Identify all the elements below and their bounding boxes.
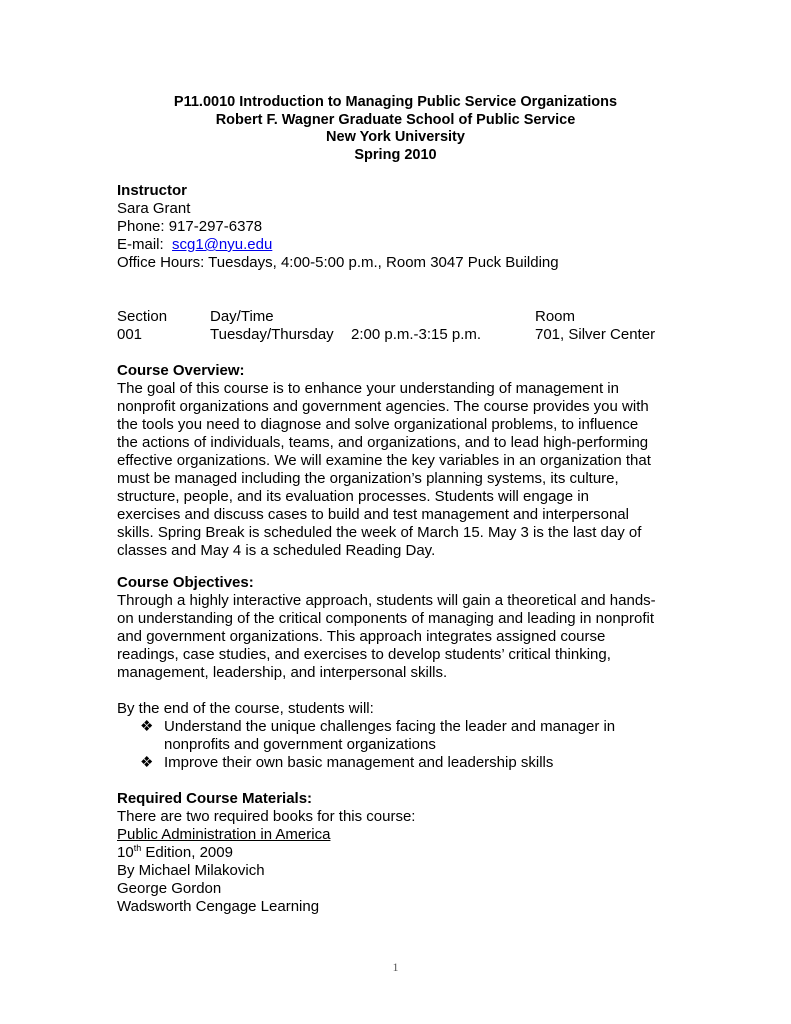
objectives-line: and government organizations. This approach integrates assigned course — [117, 628, 606, 645]
overview-line: nonprofit organizations and government agencies. The course provides you with — [117, 398, 649, 415]
course-title: P11.0010 Introduction to Managing Public Service Organizations — [173, 94, 618, 110]
instructor-section — [117, 182, 687, 272]
term: Spring 2010 — [354, 146, 437, 163]
outcomes-intro: By the end of the course, students will: — [117, 700, 374, 717]
book-edition — [117, 844, 717, 862]
overview-line: must be managed including the organization’s planning systems, its culture, — [117, 470, 619, 487]
overview-line: skills. Spring Break is scheduled the week of March 15. May 3 is the last day of — [117, 524, 642, 541]
office-hours: Office Hours: Tuesdays, 4:00-5:00 p.m., Room 3047 Puck Building — [117, 254, 559, 271]
instructor-phone: Phone: 917-297-6378 — [117, 218, 263, 235]
university-name: New York University — [326, 129, 465, 145]
overview-line: classes and May 4 is a scheduled Reading Day. — [117, 542, 436, 559]
room-header: Room — [535, 308, 576, 325]
school-name: Robert F. Wagner Graduate School of Public Service — [215, 111, 576, 128]
list-item — [117, 718, 717, 754]
outcomes-section — [117, 700, 717, 772]
overview-heading: Course Overview: — [117, 362, 245, 379]
daytime-header: Day/Time — [210, 308, 274, 325]
overview-line: exercises and discuss cases to build and test management and interpersonal — [117, 506, 629, 523]
section-header: Section — [117, 308, 168, 325]
materials-section — [117, 790, 717, 916]
overview-section — [117, 362, 717, 560]
day-value: Tuesday/Thursday — [210, 326, 334, 343]
overview-line: structure, people, and its evaluation processes. Students will engage in — [117, 488, 589, 505]
diamond-bullet-icon: ❖ — [140, 754, 154, 771]
bullet-text: Understand the unique challenges facing the leader and manager in — [164, 718, 616, 735]
overview-line: the tools you need to diagnose and solve organizational problems, to influence — [117, 416, 639, 433]
edition-year: Edition, 2009 — [141, 844, 233, 861]
materials-intro: There are two required books for this course: — [117, 808, 416, 825]
materials-heading: Required Course Materials: — [117, 790, 313, 807]
book-publisher: Wadsworth Cengage Learning — [117, 898, 320, 915]
overview-line: the actions of individuals, teams, and organizations, and to lead high-performing — [117, 434, 649, 451]
email-label: E-mail: — [117, 236, 173, 253]
objectives-line: on understanding of the critical components of managing and leading in nonprofit — [117, 610, 655, 627]
instructor-heading: Instructor — [117, 182, 188, 199]
bullet-text: Improve their own basic management and leadership skills — [164, 754, 554, 771]
room-value: 701, Silver Center — [535, 326, 656, 343]
book-author: By Michael Milakovich — [117, 862, 265, 879]
instructor-name: Sara Grant — [117, 200, 191, 217]
overview-line: effective organizations. We will examine the key variables in an organization that — [117, 452, 651, 469]
course-header — [0, 94, 791, 164]
objectives-line: Through a highly interactive approach, students will gain a theoretical and hands- — [117, 592, 656, 609]
list-item — [117, 754, 717, 772]
objectives-section — [117, 574, 717, 682]
schedule-header-row — [117, 308, 717, 326]
book-author: George Gordon — [117, 880, 222, 897]
time-value: 2:00 p.m.-3:15 p.m. — [351, 326, 482, 343]
book-title: Public Administration in America — [117, 826, 331, 843]
edition-suffix: th — [133, 843, 142, 853]
objectives-heading: Course Objectives: — [117, 574, 254, 591]
edition-number: 10 — [117, 844, 134, 861]
objectives-line: readings, case studies, and exercises to develop students’ critical thinking, — [117, 646, 611, 663]
email-link[interactable]: scg1@nyu.edu — [172, 236, 273, 253]
section-value: 001 — [117, 326, 143, 343]
page-number: 1 — [392, 960, 399, 974]
schedule-table — [117, 308, 717, 344]
overview-line: The goal of this course is to enhance your understanding of management in — [117, 380, 619, 397]
bullet-text: nonprofits and government organizations — [164, 736, 436, 753]
schedule-row — [117, 326, 717, 344]
diamond-bullet-icon: ❖ — [140, 718, 154, 735]
instructor-email-line — [117, 236, 687, 254]
objectives-line: management, leadership, and interpersonal skills. — [117, 664, 448, 681]
